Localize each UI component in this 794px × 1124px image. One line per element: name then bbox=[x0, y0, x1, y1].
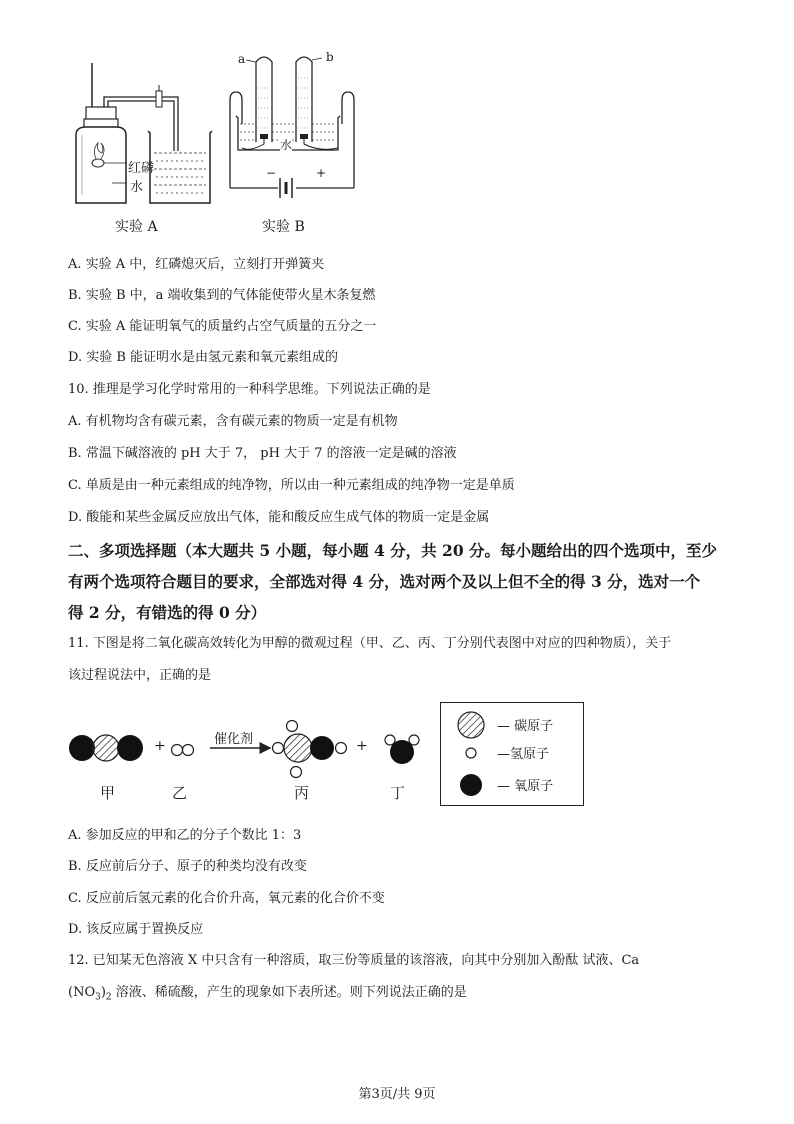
legend-carbon-label: — 碳原子 bbox=[497, 719, 554, 734]
q9-option-a: A. 实验 A 中，红磷熄灭后，立刻打开弹簧夹 bbox=[68, 257, 325, 272]
section-2-line-1: 二、多项选择题（本大题共 5 小题，每小题 4 分，共 20 分。每小题给出的四个选项中，至少 bbox=[68, 541, 718, 560]
reaction-plus-2: + bbox=[356, 738, 368, 754]
q11-stem-line-2: 该过程说法中，正确的是 bbox=[68, 668, 212, 683]
experiment-b-caption: 实验 B bbox=[262, 219, 305, 235]
q12-line-1: 12. 已知某无色溶液 X 中只含有一种溶质，取三份等质量的该溶液，向其中分别加入酚酞 试液、Ca bbox=[68, 953, 640, 968]
q12-line-2-tail: 溶液、稀硫酸，产生的现象如下表所述。则下列说法正确的是 bbox=[111, 985, 467, 1000]
q10-option-d: D. 酸能和某些金属反应放出气体，能和酸反应生成气体的物质一定是金属 bbox=[68, 510, 490, 525]
legend-hydrogen-icon bbox=[466, 748, 476, 758]
atom-legend bbox=[440, 702, 584, 806]
q12-formula-prefix: (NO bbox=[68, 985, 96, 1000]
molecule-name-jia: 甲 bbox=[100, 784, 116, 802]
q9-option-c: C. 实验 A 能证明氧气的质量约占空气质量的五分之一 bbox=[68, 319, 377, 334]
legend-hydrogen-label: —氢原子 bbox=[497, 747, 550, 762]
q12-formula-sub: 3 bbox=[95, 992, 101, 1003]
q12-line-2 bbox=[68, 983, 467, 1008]
q12-formula-close: ) bbox=[100, 985, 106, 1000]
molecule-name-yi: 乙 bbox=[172, 784, 188, 802]
legend-oxygen-label: — 氧原子 bbox=[497, 779, 554, 794]
label-minus: − bbox=[266, 166, 277, 180]
section-2-line-3: 得 2 分，有错选的得 0 分） bbox=[68, 603, 267, 622]
section-2-line-2: 有两个选项符合题目的要求，全部选对得 4 分，选对两个及以上但不全的得 3 分，选对一个 bbox=[68, 572, 701, 591]
q9-option-d: D. 实验 B 能证明水是由氢元素和氧元素组成的 bbox=[68, 350, 339, 365]
legend-carbon-icon bbox=[458, 712, 484, 738]
experiment-b-diagram bbox=[220, 48, 370, 198]
molecule-jia-oxygen-left bbox=[69, 735, 95, 761]
q11-option-b: B. 反应前后分子、原子的种类均没有改变 bbox=[68, 859, 307, 874]
q10-option-a: A. 有机物均含有碳元素，含有碳元素的物质一定是有机物 bbox=[68, 414, 398, 429]
catalyst-label: 催化剂 bbox=[214, 732, 254, 747]
molecule-name-bing: 丙 bbox=[294, 784, 310, 802]
legend-oxygen-icon bbox=[460, 774, 482, 796]
label-water: 水 bbox=[130, 180, 144, 195]
q12-formula-sub2: 2 bbox=[105, 992, 112, 1003]
molecule-jia-oxygen-right bbox=[117, 735, 143, 761]
q10-stem: 10. 推理是学习化学时常用的一种科学思维。下列说法正确的是 bbox=[68, 382, 431, 397]
experiment-a-caption: 实验 A bbox=[115, 219, 158, 235]
page-footer: 第3页/共 9页 bbox=[358, 1087, 436, 1102]
q11-option-a: A. 参加反应的甲和乙的分子个数比 1：3 bbox=[68, 828, 302, 843]
q9-option-b: B. 实验 B 中，a 端收集到的气体能使带火星木条复燃 bbox=[68, 288, 376, 303]
molecule-jia-carbon bbox=[93, 735, 119, 761]
q11-option-c: C. 反应前后氢元素的化合价升高，氧元素的化合价不变 bbox=[68, 891, 385, 906]
label-a: a bbox=[238, 52, 246, 66]
q11-option-d: D. 该反应属于置换反应 bbox=[68, 922, 204, 937]
q10-option-c: C. 单质是由一种元素组成的纯净物，所以由一种元素组成的纯净物一定是单质 bbox=[68, 478, 515, 493]
reaction-plus-1: + bbox=[154, 738, 166, 754]
label-b: b bbox=[326, 50, 334, 64]
q10-option-b: B. 常温下碱溶液的 pH 大于 7， pH 大于 7 的溶液一定是碱的溶液 bbox=[68, 446, 457, 461]
molecule-name-ding: 丁 bbox=[390, 784, 406, 802]
label-red-phosphorus: 红磷 bbox=[128, 161, 155, 176]
label-plus: + bbox=[316, 166, 327, 180]
label-water-b: 水 bbox=[280, 138, 293, 152]
q11-stem-line-1: 11. 下图是将二氧化碳高效转化为甲醇的微观过程（甲、乙、丙、丁分别代表图中对应的四种物质），关于 bbox=[68, 636, 672, 651]
